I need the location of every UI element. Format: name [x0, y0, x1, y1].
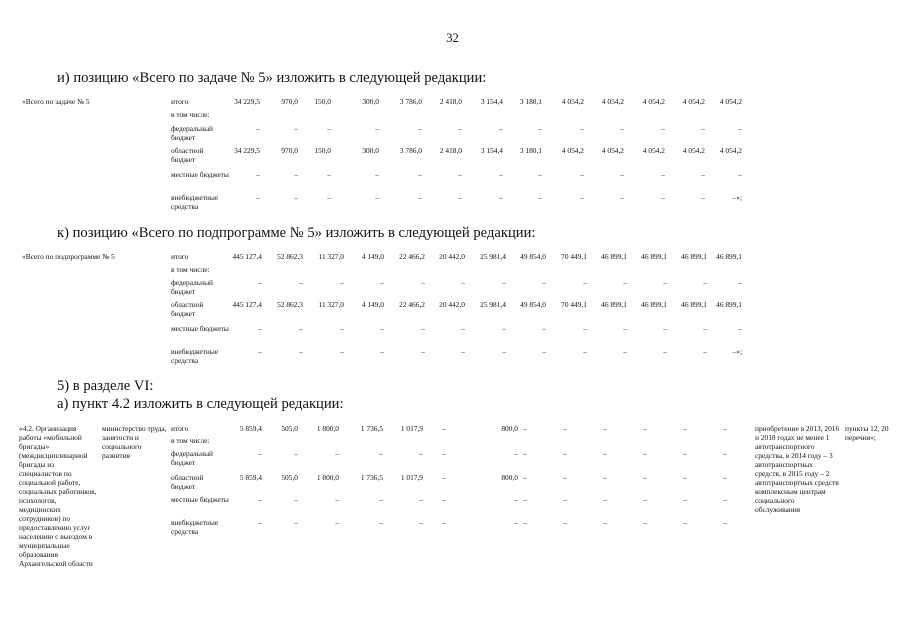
row-category: итого — [171, 252, 189, 261]
plan-points: пункты 12, 20 перечня»; — [845, 424, 889, 442]
table-cell: – — [294, 124, 298, 133]
table-cell: – — [461, 347, 465, 356]
table-cell: – — [458, 193, 462, 202]
table-cell: – — [643, 495, 647, 504]
table-cell: – — [583, 347, 587, 356]
table-cell: 150,0 — [314, 97, 331, 106]
table-cell: – — [499, 170, 503, 179]
table-cell: – — [620, 170, 624, 179]
table-cell: – — [683, 449, 687, 458]
table-cell: 5 859,4 — [239, 424, 262, 433]
row-category: итого — [171, 97, 189, 106]
table-cell: – — [442, 495, 446, 504]
table-cell: – — [442, 449, 446, 458]
table-cell: – — [335, 495, 339, 504]
table-cell: –»; — [732, 193, 742, 202]
heading-k: к) позицию «Всего по подпрограмме № 5» изложить в следующей редакции: — [57, 225, 536, 241]
table-cell: – — [723, 473, 727, 482]
table-cell: – — [458, 124, 462, 133]
table-cell: – — [419, 495, 423, 504]
table-cell: 20 442,0 — [439, 300, 465, 309]
table-cell: – — [335, 449, 339, 458]
table-cell: 46 899,1 — [601, 252, 627, 261]
table-cell: 20 442,0 — [439, 252, 465, 261]
table-cell: – — [623, 278, 627, 287]
table-cell: 1 017,9 — [400, 473, 423, 482]
table-cell: – — [580, 170, 584, 179]
row-category: внебюджетные средства — [171, 518, 219, 536]
row-category: итого — [171, 424, 189, 433]
table-cell: – — [701, 124, 705, 133]
table-cell: 4 054,2 — [719, 97, 742, 106]
table-cell: 4 054,2 — [682, 97, 705, 106]
heading-i: и) позицию «Всего по задаче № 5» изложить в следующей редакции: — [57, 70, 487, 86]
table-cell: – — [327, 124, 331, 133]
row-category: внебюджетные средства — [171, 347, 219, 365]
table-cell: – — [514, 495, 518, 504]
table-cell: – — [538, 170, 542, 179]
table-cell: – — [523, 495, 527, 504]
table-cell: – — [523, 449, 527, 458]
table-cell: 70 449,1 — [561, 252, 587, 261]
table-cell: 22 466,2 — [399, 252, 425, 261]
table-cell: 52 862,3 — [277, 300, 303, 309]
table-cell: 445 127,4 — [232, 300, 262, 309]
table-cell: 4 054,2 — [561, 146, 584, 155]
table-cell: – — [723, 495, 727, 504]
table-cell: – — [580, 124, 584, 133]
table-cell: – — [542, 347, 546, 356]
in-which-label: в том числе: — [171, 265, 210, 274]
table-cell: – — [603, 424, 607, 433]
table-cell: – — [256, 193, 260, 202]
table-cell: – — [380, 347, 384, 356]
table-cell: – — [379, 518, 383, 527]
table-cell: – — [723, 424, 727, 433]
table-cell: – — [580, 193, 584, 202]
table-cell: – — [583, 278, 587, 287]
table-cell: – — [258, 347, 262, 356]
item-description: «4.2. Организация работы «мобильной бригады» (междисциплинарной бригады из специалистов по социальной работе, социальных работников, психологов, медицинских сотрудников) по предоставлению услуг населению с выездом в муниципальные образования Архангельской области — [19, 424, 97, 568]
table-cell: 970,0 — [281, 146, 298, 155]
table-cell: 46 899,1 — [641, 252, 667, 261]
row-category: федеральный бюджет — [171, 449, 213, 467]
table-cell: 800,0 — [501, 473, 518, 482]
row-category: местные бюджеты — [171, 324, 229, 333]
table-cell: – — [299, 278, 303, 287]
table-cell: 3 786,0 — [399, 146, 422, 155]
table-cell: – — [502, 347, 506, 356]
table-cell: 25 981,4 — [480, 300, 506, 309]
row-category: внебюджетные средства — [171, 193, 219, 211]
table-cell: 3 154,4 — [480, 97, 503, 106]
table-cell: – — [294, 170, 298, 179]
in-which-label: в том числе: — [171, 110, 210, 119]
table-cell: – — [643, 449, 647, 458]
table-cell: – — [663, 324, 667, 333]
table-cell: – — [603, 449, 607, 458]
table-cell: – — [418, 124, 422, 133]
table-cell: – — [340, 278, 344, 287]
table-cell: – — [419, 518, 423, 527]
table-cell: – — [258, 495, 262, 504]
table-cell: – — [683, 473, 687, 482]
table-cell: – — [421, 347, 425, 356]
table-cell: – — [701, 193, 705, 202]
table-cell: – — [683, 518, 687, 527]
table-cell: – — [723, 518, 727, 527]
table-cell: 445 127,4 — [232, 252, 262, 261]
table-cell: – — [294, 193, 298, 202]
table-cell: 150,0 — [314, 146, 331, 155]
table-cell: – — [738, 170, 742, 179]
table-cell: – — [538, 124, 542, 133]
table-cell: 4 054,2 — [642, 97, 665, 106]
table-cell: – — [583, 324, 587, 333]
table-cell: 2 418,0 — [439, 97, 462, 106]
table-cell: 1 017,9 — [400, 424, 423, 433]
table-cell: 1 736,5 — [360, 473, 383, 482]
table-cell: – — [502, 324, 506, 333]
table-cell: – — [738, 124, 742, 133]
table-cell: 4 054,2 — [601, 97, 624, 106]
table-cell: – — [514, 449, 518, 458]
table-cell: – — [523, 424, 527, 433]
table-cell: 46 899,1 — [681, 252, 707, 261]
table-cell: – — [256, 124, 260, 133]
table-cell: – — [258, 449, 262, 458]
table-cell: – — [340, 347, 344, 356]
table-cell: 4 054,2 — [682, 146, 705, 155]
table-cell: – — [563, 518, 567, 527]
table-cell: – — [620, 124, 624, 133]
table-cell: – — [563, 449, 567, 458]
table-cell: – — [703, 347, 707, 356]
table-cell: – — [421, 324, 425, 333]
table-cell: 49 854,0 — [520, 300, 546, 309]
table-cell: – — [703, 278, 707, 287]
table-cell: – — [542, 278, 546, 287]
table-cell: 3 786,0 — [399, 97, 422, 106]
table-cell: – — [502, 278, 506, 287]
table-cell: – — [620, 193, 624, 202]
table-cell: – — [643, 424, 647, 433]
table-cell: – — [499, 124, 503, 133]
table-cell: 4 054,2 — [642, 146, 665, 155]
table-cell: 22 466,2 — [399, 300, 425, 309]
table-cell: 4 054,2 — [601, 146, 624, 155]
table-cell: – — [661, 193, 665, 202]
table-cell: – — [327, 193, 331, 202]
table-cell: – — [375, 170, 379, 179]
table-cell: 49 854,0 — [520, 252, 546, 261]
table-cell: – — [523, 518, 527, 527]
table-cell: 46 899,1 — [716, 300, 742, 309]
table-cell: 5 859,4 — [239, 473, 262, 482]
table-cell: – — [563, 495, 567, 504]
table-cell: 46 899,1 — [681, 300, 707, 309]
table-cell: – — [542, 324, 546, 333]
row-category: областной бюджет — [171, 473, 204, 491]
table-cell: 25 981,4 — [480, 252, 506, 261]
table-cell: – — [523, 473, 527, 482]
table-cell: 34 229,5 — [234, 146, 260, 155]
table-cell: 3 180,1 — [519, 146, 542, 155]
table-cell: 11 327,0 — [318, 252, 344, 261]
table-cell: 52 862,3 — [277, 252, 303, 261]
in-which-label: в том числе: — [171, 436, 210, 445]
table-cell: – — [703, 324, 707, 333]
table-cell: – — [340, 324, 344, 333]
row-category: областной бюджет — [171, 146, 204, 164]
table-cell: – — [294, 518, 298, 527]
table-cell: 1 736,5 — [360, 424, 383, 433]
table-cell: – — [380, 324, 384, 333]
table-cell: – — [419, 449, 423, 458]
table-cell: 970,0 — [281, 97, 298, 106]
table-cell: –»; — [732, 347, 742, 356]
table-cell: – — [723, 449, 727, 458]
table-cell: – — [379, 495, 383, 504]
heading-a: а) пункт 4.2 изложить в следующей редакции: — [57, 396, 344, 412]
table-cell: – — [294, 495, 298, 504]
row-category: местные бюджеты — [171, 170, 229, 179]
table-cell: – — [461, 324, 465, 333]
table-cell: 800,0 — [501, 424, 518, 433]
table-cell: – — [327, 170, 331, 179]
table-cell: 505,0 — [281, 473, 298, 482]
table-cell: 4 149,0 — [361, 252, 384, 261]
table-cell: 46 899,1 — [601, 300, 627, 309]
table-cell: 3 154,4 — [480, 146, 503, 155]
table-cell: – — [738, 324, 742, 333]
table-cell: – — [375, 124, 379, 133]
table-cell: – — [418, 170, 422, 179]
table-cell: – — [421, 278, 425, 287]
table-cell: – — [661, 170, 665, 179]
heading-section-6: 5) в разделе VI: — [57, 378, 154, 394]
table-cell: – — [335, 518, 339, 527]
table-cell: 70 449,1 — [561, 300, 587, 309]
table-cell: 46 899,1 — [716, 252, 742, 261]
table-cell: – — [663, 347, 667, 356]
table-cell: – — [661, 124, 665, 133]
table-cell: 300,0 — [362, 146, 379, 155]
expected-result: приобретение в 2013, 2016 и 2018 годах не менее 1 автотранспортного средства, в 2014 году – 3 автотранспортных средств, в 2015 году – 2 автотранспортных средств комплексным центрам социального обслуживания — [755, 424, 840, 514]
table-cell: – — [643, 518, 647, 527]
table-cell: – — [683, 424, 687, 433]
table-cell: 3 180,1 — [519, 97, 542, 106]
table-cell: – — [380, 278, 384, 287]
table-cell: – — [623, 324, 627, 333]
table-cell: – — [442, 473, 446, 482]
table-cell: – — [683, 495, 687, 504]
table-cell: – — [418, 193, 422, 202]
table-cell: – — [461, 278, 465, 287]
row-label: «Всего по подпрограмме № 5 — [22, 252, 115, 261]
table-cell: – — [643, 473, 647, 482]
table-cell: 4 054,2 — [561, 97, 584, 106]
table-cell: – — [299, 324, 303, 333]
table-cell: – — [442, 424, 446, 433]
page-number: 32 — [446, 31, 459, 45]
table-cell: – — [623, 347, 627, 356]
table-cell: – — [299, 347, 303, 356]
table-cell: 34 229,5 — [234, 97, 260, 106]
table-cell: – — [258, 324, 262, 333]
row-label: «Всего по задаче № 5 — [22, 97, 90, 106]
table-cell: – — [379, 449, 383, 458]
table-cell: – — [258, 278, 262, 287]
table-cell: – — [294, 449, 298, 458]
table-cell: – — [603, 473, 607, 482]
table-cell: – — [738, 278, 742, 287]
table-cell: – — [563, 424, 567, 433]
table-cell: – — [701, 170, 705, 179]
table-cell: – — [375, 193, 379, 202]
table-cell: – — [442, 518, 446, 527]
row-category: местные бюджеты — [171, 495, 229, 504]
row-category: федеральный бюджет — [171, 278, 213, 296]
table-cell: – — [563, 473, 567, 482]
table-cell: – — [663, 278, 667, 287]
row-category: областной бюджет — [171, 300, 204, 318]
executor: министерство труда, занятости и социального развития — [102, 424, 167, 460]
table-cell: – — [603, 518, 607, 527]
table-cell: 4 054,2 — [719, 146, 742, 155]
row-category: федеральный бюджет — [171, 124, 213, 142]
table-cell: – — [256, 170, 260, 179]
table-cell: 4 149,0 — [361, 300, 384, 309]
table-cell: – — [458, 170, 462, 179]
table-cell: 505,0 — [281, 424, 298, 433]
table-cell: 11 327,0 — [318, 300, 344, 309]
table-cell: 46 899,1 — [641, 300, 667, 309]
table-cell: 1 800,0 — [316, 473, 339, 482]
table-cell: – — [514, 518, 518, 527]
table-cell: – — [603, 495, 607, 504]
table-cell: – — [499, 193, 503, 202]
table-cell: 1 800,0 — [316, 424, 339, 433]
table-cell: – — [258, 518, 262, 527]
table-cell: 2 418,0 — [439, 146, 462, 155]
table-cell: 300,0 — [362, 97, 379, 106]
table-cell: – — [538, 193, 542, 202]
